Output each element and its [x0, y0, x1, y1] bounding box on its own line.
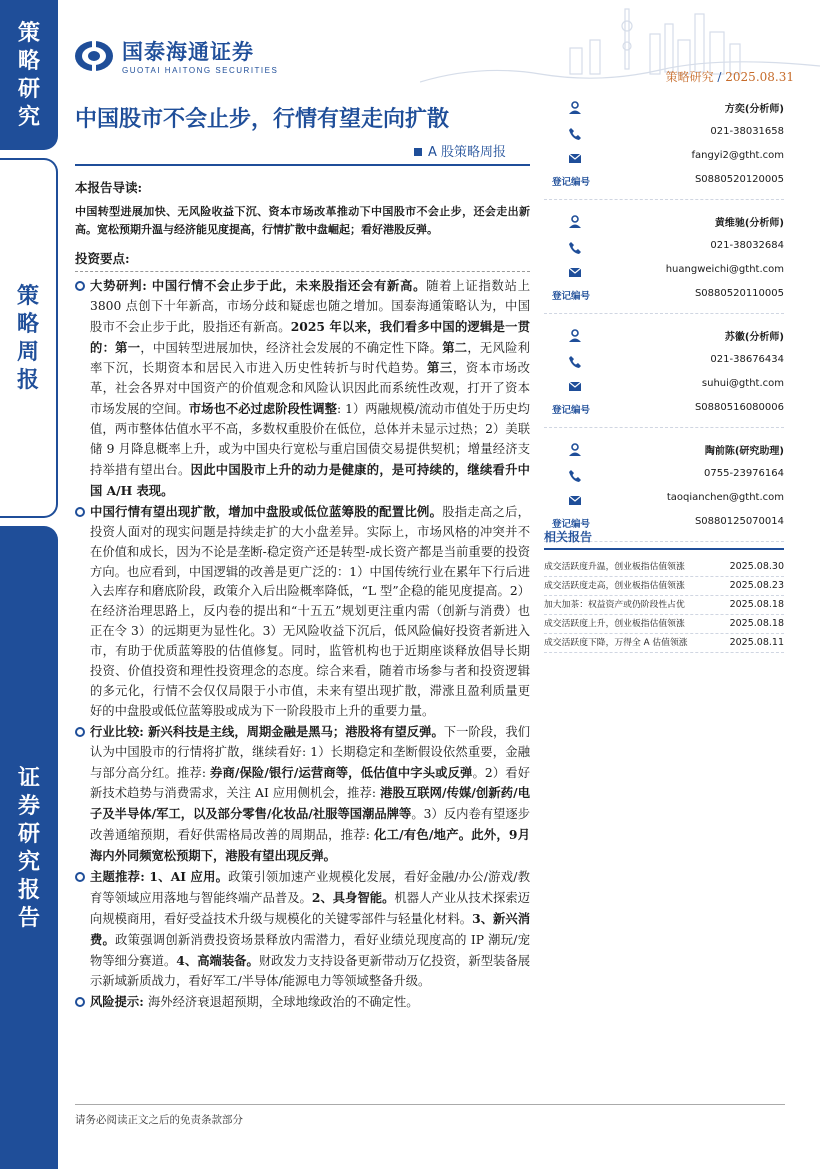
analyst-name: 方奕(分析师)	[724, 104, 784, 115]
point-text: ，中国转型进展加快，经济社会发展的不确定性下降。	[140, 340, 443, 355]
email-icon	[568, 265, 582, 279]
report-subtitle-text: A 股策略周报	[428, 145, 507, 160]
related-report-title: 成交活跃度升温，创业板指估值领涨	[544, 562, 685, 572]
related-report-title: 成交活跃度走高，创业板指估值领涨	[544, 581, 685, 591]
analyst-name-row	[544, 328, 784, 346]
analyst-reg-number: S0880516080006	[694, 402, 784, 413]
analyst-reg-row	[544, 288, 784, 306]
analyst-phone-row	[544, 126, 784, 144]
point-emphasis: 因此中国股市上升的动力是健康的，是可持续的，继续看升中国 A/H 表现。	[90, 461, 530, 498]
analyst-person-icon	[568, 101, 582, 115]
point-emphasis: 化工/有色/地产。此外，9月海内外同频宽松预期下，港股有望出现反弹。	[90, 827, 530, 864]
sidebar-middle-label: 策 略 周 报	[16, 283, 39, 393]
point-text: 海外经济衰退超预期，全球地缘政治的不确定性。	[148, 994, 419, 1009]
analyst-email[interactable]: fangyi2@gtht.com	[691, 150, 784, 161]
brand-logo	[74, 36, 278, 75]
analyst-person-icon	[568, 443, 582, 457]
analyst-phone: 021-38031658	[710, 126, 784, 137]
related-report-date: 2025.08.18	[729, 618, 784, 629]
ring-bullet-icon	[75, 281, 85, 291]
sidebar	[0, 0, 58, 1169]
point-text: 政策强调创新消费投资场景释放内需潜力，看好业绩兑现度高的 IP 潮玩/宠物等细分赛道。	[90, 932, 530, 968]
analyst-phone: 0755-23976164	[704, 468, 784, 479]
point-text: 。2）看好新技术趋势与消费需求，关注 AI 应用侧机会，推荐:	[90, 765, 530, 801]
email-icon	[568, 379, 582, 393]
analyst-name-row	[544, 100, 784, 118]
phone-icon	[568, 355, 582, 369]
analyst-person-icon	[568, 329, 582, 343]
point-emphasis: 券商/保险/银行/运营商等，低估值中字头或反弹	[210, 764, 473, 780]
analyst-card	[544, 328, 784, 428]
related-report-date: 2025.08.23	[729, 580, 784, 591]
analyst-name-row	[544, 214, 784, 232]
analyst-email[interactable]: suhui@gtht.com	[701, 378, 784, 389]
point-lead: 中国行情有望出现扩散，增加中盘股或低位蓝筹股的配置比例。	[90, 503, 443, 519]
intro-summary: 中国转型进展加快、无风险收益下沉、资本市场改革推动下中国股市不会止步，还会走出新高。宽松预期升温与经济能见度提高，行情扩散中盘崛起；看好港股反弹。	[75, 204, 530, 236]
brand-name-cn: 国泰海通证券	[122, 40, 254, 64]
ring-bullet-icon	[75, 507, 85, 517]
ring-bullet-icon	[75, 872, 85, 882]
disclaimer-note: 请务必阅读正文之后的免责条款部分	[75, 1114, 243, 1126]
related-report-link[interactable]	[544, 615, 784, 634]
point-text: 政策引领加速产业规模化发展，看好金融/办公/游戏/教育等领域应用落地与智能终端产品普及。	[90, 870, 530, 905]
email-icon	[568, 151, 582, 165]
analyst-reg-row	[544, 402, 784, 420]
analyst-name-row	[544, 442, 784, 460]
analyst-person-icon	[568, 215, 582, 229]
sidebar-top-label: 策 略 研 究	[17, 20, 40, 130]
sidebar-bottom-label: 证 券 研 究 报 告	[17, 764, 40, 931]
point-text: 股指走高之后，投资人面对的现实问题是持续走扩的大小盘差异。实际上，市场风格的冲突并不在价值和成长，因为不论是垄断-稳定资产还是转型-成长资产都是当前重要的投资方向。也应看到，中国逻辑的改善是更广泛的：1）中国传统行业在累年下行后进入去库存和磨底阶段，政策介入后出险概率降低，“L 型”企稳的能见度提高。2）在经济治理思路上，反内卷的提出和“十五五”规划更注重内需（创新与消费）也正在令 3）的远期更为显性化。3）无风险收益下沉后，低风险偏好投资者新进入市，有助于优质蓝筹股的估值修复。同时，监管机构也于近期座谈释放倡导长期投资、价值投资和理性投资理念的态度。综合来看，随着市场参与者和投资逻辑的多元化，行情不会仅仅局限于小市值，未来有望出现扩散，滞涨且盈利质量更好的中盘股或低位蓝筹股或成为下一阶段股市上升的重要力量。	[90, 504, 530, 718]
reg-label: 登记编号	[552, 291, 591, 302]
analyst-email[interactable]: taoqianchen@gtht.com	[666, 492, 784, 503]
analyst-phone: 021-38032684	[710, 240, 784, 251]
point-text: : 1）两融规模/流动市值处于历史均值，两市整体估值水平不高，多数权重股价在低位，总体并未显示过热；2）美联储 9 月降息概率上升，或为中国央行宽松与重启国债交易提供契机；增量经济支持举措有望出台。	[90, 402, 530, 477]
point-text: ，无风险利率下沉，长期资本和居民入市进入历史性转折与时代趋势。	[90, 340, 530, 376]
related-report-title: 成交活跃度下降，万得全 A 估值领涨	[544, 638, 688, 648]
point-text: 。3）反内卷有望逐步改善通缩预期，看好供需格局改善的周期品，推荐:	[90, 807, 531, 843]
point-emphasis: 4、高端装备。	[176, 952, 259, 968]
analyst-card	[544, 214, 784, 314]
report-category: 策略研究	[665, 70, 714, 84]
point-text: 财政发力支持设备更新带动万亿投资，新型装备展示新域新质战力，看好军工/半导体/能源电力等领域整备升级。	[90, 953, 530, 988]
square-bullet-icon	[414, 148, 422, 156]
report-body	[75, 178, 530, 1012]
analyst-card	[544, 442, 784, 542]
report-date: 2025.08.31	[725, 70, 794, 84]
sidebar-category-tab	[0, 0, 58, 150]
point-emphasis: 市场也不必过虑阶段性调整	[188, 401, 337, 417]
reg-label: 登记编号	[552, 405, 591, 416]
key-points-heading: 投资要点:	[75, 249, 530, 272]
sidebar-report-class-tab	[0, 526, 58, 1169]
analyst-email-row	[544, 378, 784, 396]
point-text: 下一阶段，我们认为中国股市的行情将扩散，继续看好: 1）长期稳定和垄断假设依然重要，金融与部分高分红。推荐:	[90, 724, 530, 780]
key-point-diffusion	[75, 502, 530, 722]
analyst-phone-row	[544, 240, 784, 258]
point-text: 随着上证指数站上 3800 点创下十年新高，市场分歧和疑虑也随之增加。国泰海通策略认为，中国股市不会止步于此，股指还有新高。	[90, 278, 530, 334]
analyst-email-row	[544, 492, 784, 510]
intro-heading: 本报告导读:	[75, 180, 143, 195]
reg-label: 登记编号	[552, 177, 591, 188]
analyst-name: 陶前陈(研究助理)	[704, 446, 784, 457]
reg-label: 登记编号	[552, 519, 591, 530]
phone-icon	[568, 241, 582, 255]
analyst-card	[544, 100, 784, 200]
point-emphasis: 第二	[442, 339, 468, 355]
point-lead: 风险提示:	[90, 993, 149, 1009]
sidebar-report-type-tab	[0, 158, 58, 518]
analyst-name: 苏徽(分析师)	[724, 332, 784, 343]
point-lead: 主题推荐: 1、AI 应用。	[90, 869, 229, 885]
point-lead: 大势研判: 中国行情不会止步于此，未来股指还会有新高。	[90, 277, 427, 293]
related-report-link[interactable]	[544, 634, 784, 653]
related-report-link[interactable]	[544, 577, 784, 596]
analyst-phone: 021-38676434	[710, 354, 784, 365]
point-emphasis: 3、新兴消费。	[90, 910, 530, 947]
related-report-link[interactable]	[544, 596, 784, 615]
key-point-sector	[75, 722, 530, 867]
analyst-reg-number: S0880520120005	[694, 174, 784, 185]
meta-separator: /	[717, 70, 722, 84]
analyst-reg-number: S0880125070014	[694, 516, 784, 527]
brand-emblem-icon	[74, 39, 114, 73]
report-subtitle	[414, 141, 506, 160]
analyst-panel	[544, 100, 784, 556]
related-reports-heading: 相关报告	[544, 528, 784, 550]
related-report-date: 2025.08.11	[729, 637, 784, 648]
analyst-phone-row	[544, 468, 784, 486]
analyst-reg-row	[544, 174, 784, 192]
phone-icon	[568, 469, 582, 483]
key-point-risks	[75, 992, 530, 1013]
related-report-date: 2025.08.18	[729, 599, 784, 610]
analyst-email[interactable]: huangweichi@gtht.com	[665, 264, 784, 275]
point-emphasis: 港股互联网/传媒/创新药/电子及半导体/军工，以及部分零售/化妆品/社服等国潮品牌等	[90, 785, 530, 822]
point-text: ，资本市场改革，社会各界对中国资产的价值观念和风险认识因此而系统性改观，打开了资本市场发展的空间。	[90, 361, 530, 417]
related-report-link[interactable]	[544, 558, 784, 577]
point-emphasis: 第三	[426, 360, 453, 376]
analyst-name: 黄维驰(分析师)	[714, 218, 784, 229]
phone-icon	[568, 127, 582, 141]
report-title: 中国股市不会止步，行情有望走向扩散	[75, 107, 450, 132]
point-emphasis: 2025 年以来，我们看多中国的逻辑是一贯的：第一	[90, 318, 530, 355]
point-lead: 行业比较: 新兴科技是主线，周期金融是黑马；港股将有望反弹。	[90, 723, 444, 739]
report-meta	[666, 68, 794, 85]
footer-divider	[75, 1104, 785, 1105]
key-point-market-view	[75, 276, 530, 502]
ring-bullet-icon	[75, 727, 85, 737]
related-report-date: 2025.08.30	[729, 561, 784, 572]
point-emphasis: 2、具身智能。	[311, 890, 395, 905]
related-reports	[544, 528, 784, 653]
analyst-phone-row	[544, 354, 784, 372]
brand-name-en: GUOTAI HAITONG SECURITIES	[122, 66, 279, 75]
title-divider	[75, 164, 530, 166]
analyst-reg-number: S0880520110005	[694, 288, 784, 299]
related-report-title: 成交活跃度上升，创业板指估值领涨	[544, 619, 685, 629]
analyst-email-row	[544, 150, 784, 168]
analyst-email-row	[544, 264, 784, 282]
key-point-themes	[75, 867, 530, 991]
related-report-title: 加大加茶：权益资产或仍阶段性占优	[544, 600, 685, 610]
email-icon	[568, 493, 582, 507]
ring-bullet-icon	[75, 997, 85, 1007]
point-text: 机器人产业从技术探索迈向规模商用，看好受益技术升级与规模化的关键零部件与轻量化材料。	[90, 891, 530, 926]
